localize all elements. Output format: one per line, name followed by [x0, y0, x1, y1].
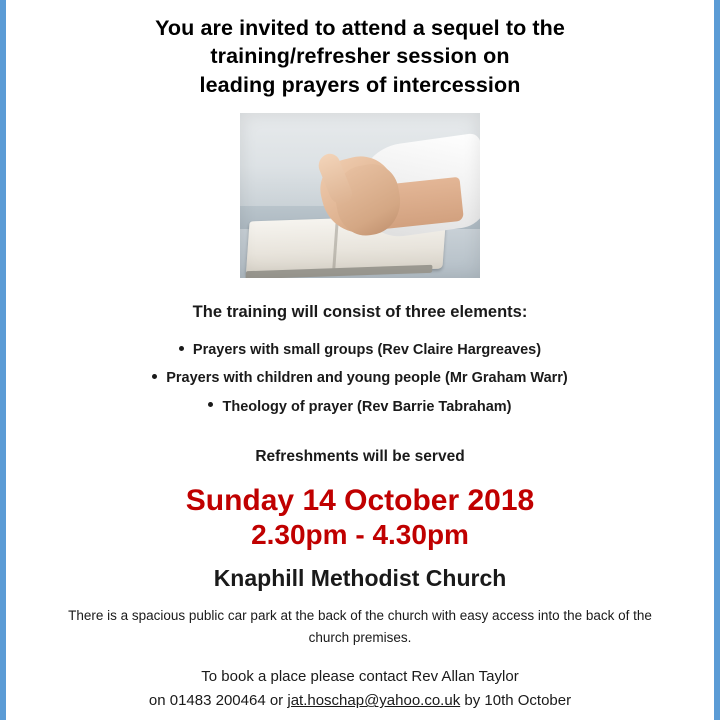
photo-vignette [240, 113, 480, 278]
event-date: Sunday 14 October 2018 [185, 483, 535, 517]
booking-phone-text: on 01483 200464 or [148, 692, 288, 710]
elements-subheading: The training will consist of three elements: [192, 303, 528, 322]
headline-line-3: leading prayers of intercession [199, 72, 521, 97]
booking-line-1: To book a place please contact Rev Allan Taylor [201, 667, 519, 685]
list-item-label: Prayers with small groups (Rev Claire Hargreaves) [192, 342, 542, 359]
headline-line-2: training/refresher session on [210, 44, 510, 69]
list-item [44, 336, 676, 364]
elements-list [44, 336, 676, 421]
list-item [44, 393, 676, 421]
praying-hands-photo [240, 113, 480, 278]
event-time: 2.30pm - 4.30pm [251, 519, 469, 551]
headline-line-1: You are invited to attend a sequel to the [155, 16, 565, 40]
page-title [44, 14, 676, 99]
booking-email-link[interactable]: jat.hoschap@yahoo.co.uk [287, 692, 461, 710]
parking-note: There is a spacious public car park at the back of the church with easy access into the back of the church premises. [68, 608, 652, 645]
bullet-dot-icon [208, 402, 213, 407]
list-item [44, 364, 676, 392]
bullet-dot-icon [152, 374, 157, 379]
list-item-label: Prayers with children and young people (Mr Graham Warr) [166, 370, 568, 387]
event-venue: Knaphill Methodist Church [213, 565, 507, 592]
booking-line-2 [44, 689, 676, 714]
booking-deadline-text: by 10th October [460, 692, 572, 710]
bullet-dot-icon [179, 346, 184, 351]
poster-content [14, 0, 706, 720]
refreshments-note: Refreshments will be served [255, 447, 465, 465]
list-item-label: Theology of prayer (Rev Barrie Tabraham) [222, 398, 512, 415]
booking-info [44, 665, 676, 715]
